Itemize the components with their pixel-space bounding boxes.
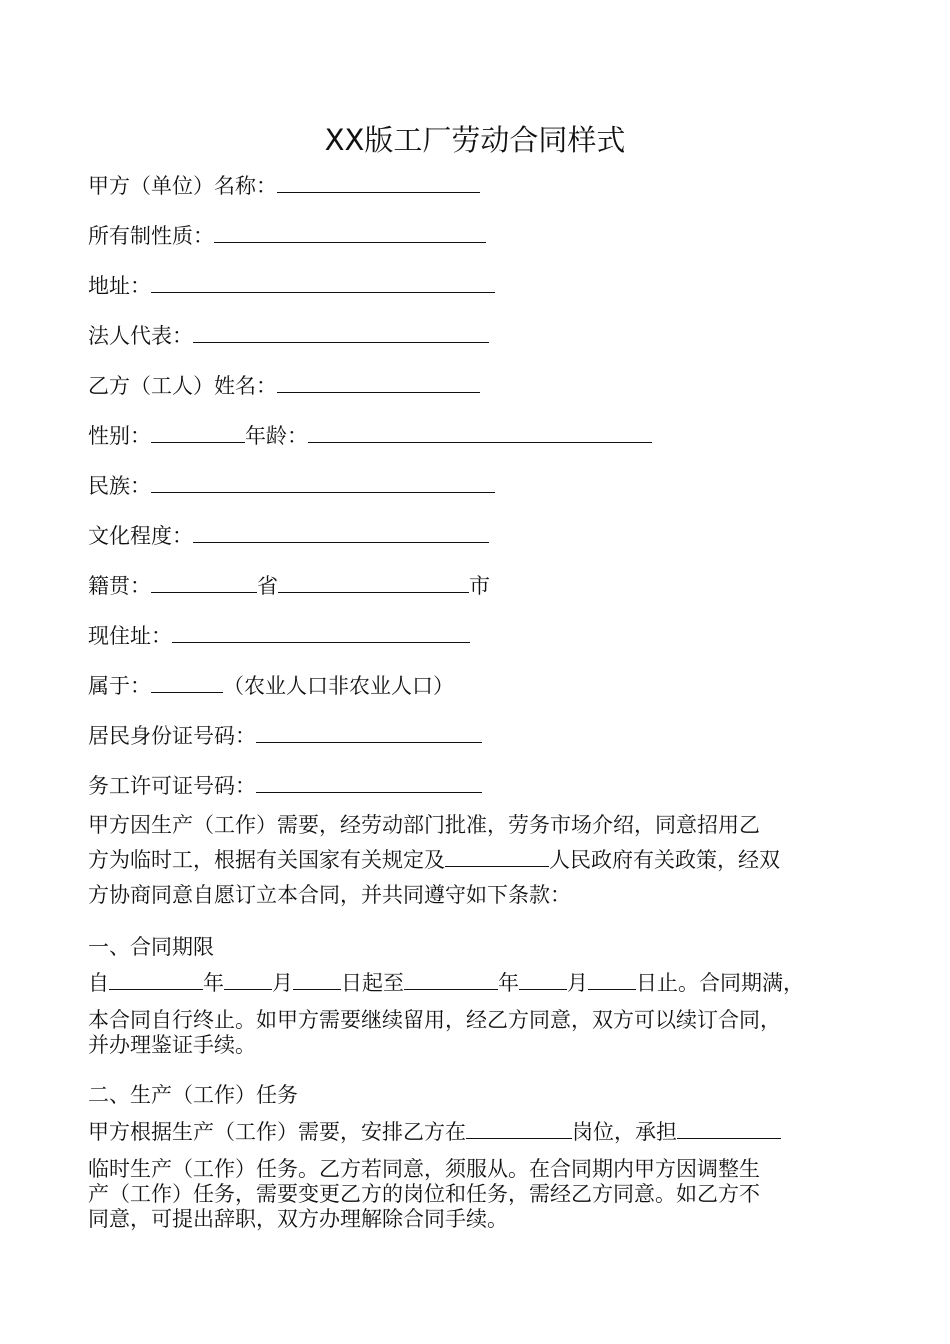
education-line	[88, 520, 489, 551]
section-2-heading: 二、生产（工作）任务	[88, 1083, 298, 1107]
ethnicity-blank[interactable]	[151, 470, 495, 493]
city-blank[interactable]	[278, 570, 469, 593]
term-paragraph	[88, 1008, 878, 1058]
task-line-4: 同意，可提出辞职，双方办理解除合同手续。	[88, 1207, 508, 1231]
task-line-2: 临时生产（工作）任务。乙方若同意，须服从。在合同期内甲方因调整生	[88, 1157, 760, 1181]
ethnicity-label: 民族：	[88, 474, 151, 498]
task-line-3: 产（工作）任务，需要变更乙方的岗位和任务，需经乙方同意。如乙方不	[88, 1182, 760, 1206]
task-line-1	[88, 1116, 781, 1147]
city-label: 市	[469, 574, 490, 598]
work-permit-label: 务工许可证号码：	[88, 774, 256, 798]
start-day-label: 日起至	[341, 971, 404, 995]
end-month-blank[interactable]	[519, 967, 567, 990]
party-a-name-line	[88, 170, 480, 201]
start-year-blank[interactable]	[109, 967, 203, 990]
work-permit-line	[88, 770, 482, 801]
gender-label: 性别：	[88, 424, 151, 448]
term-from: 自	[88, 971, 109, 995]
current-address-label: 现住址：	[88, 624, 172, 648]
gender-blank[interactable]	[151, 420, 245, 443]
education-label: 文化程度：	[88, 524, 193, 548]
party-a-name-label: 甲方（单位）名称：	[88, 174, 277, 198]
party-b-name-blank[interactable]	[277, 370, 480, 393]
current-address-blank[interactable]	[172, 620, 470, 643]
gender-age-line	[88, 420, 652, 451]
province-label: 省	[257, 574, 278, 598]
task-text-a: 甲方根据生产（工作）需要，安排乙方在	[88, 1120, 466, 1144]
native-place-label: 籍贯：	[88, 574, 151, 598]
belongs-line	[88, 670, 454, 701]
ownership-line	[88, 220, 486, 251]
legal-rep-label: 法人代表：	[88, 324, 193, 348]
ethnicity-line	[88, 470, 495, 501]
belongs-label: 属于：	[88, 674, 151, 698]
age-label: 年龄：	[245, 424, 308, 448]
belongs-blank[interactable]	[151, 670, 223, 693]
intro-paragraph	[88, 808, 878, 913]
start-year-label: 年	[203, 971, 224, 995]
ownership-blank[interactable]	[214, 220, 486, 243]
age-blank[interactable]	[308, 420, 652, 443]
term-dates-line	[88, 967, 804, 998]
intro-line-3: 方协商同意自愿订立本合同，并共同遵守如下条款：	[88, 883, 571, 907]
legal-rep-line	[88, 320, 489, 351]
address-label: 地址：	[88, 274, 151, 298]
end-day-blank[interactable]	[588, 967, 636, 990]
section-1-heading: 一、合同期限	[88, 935, 214, 959]
intro-line-2	[88, 843, 878, 878]
post-blank[interactable]	[466, 1116, 572, 1139]
end-year-blank[interactable]	[404, 967, 498, 990]
intro-line-1: 甲方因生产（工作）需要，经劳动部门批准，劳务市场介绍，同意招用乙	[88, 813, 760, 837]
legal-rep-blank[interactable]	[193, 320, 489, 343]
intro-text-a: 方为临时工，根据有关国家有关规定及	[88, 848, 445, 872]
belongs-options: （农业人口非农业人口）	[223, 674, 454, 698]
id-number-line	[88, 720, 482, 751]
address-line	[88, 270, 495, 301]
ownership-label: 所有制性质：	[88, 224, 214, 248]
party-a-name-blank[interactable]	[277, 170, 480, 193]
province-blank[interactable]	[151, 570, 257, 593]
intro-text-b: 人民政府有关政策，经双	[549, 848, 780, 872]
id-number-label: 居民身份证号码：	[88, 724, 256, 748]
task-text-b: 岗位，承担	[572, 1120, 677, 1144]
native-place-line	[88, 570, 490, 601]
party-b-name-label: 乙方（工人）姓名：	[88, 374, 277, 398]
id-number-blank[interactable]	[256, 720, 482, 743]
address-blank[interactable]	[151, 270, 495, 293]
party-b-name-line	[88, 370, 480, 401]
document-title: XX版工厂劳动合同样式	[324, 123, 626, 157]
term-line-3: 并办理鉴证手续。	[88, 1033, 256, 1057]
current-address-line	[88, 620, 470, 651]
end-month-label: 月	[567, 971, 588, 995]
task-paragraph	[88, 1157, 878, 1232]
end-year-label: 年	[498, 971, 519, 995]
task-blank[interactable]	[677, 1116, 781, 1139]
work-permit-blank[interactable]	[256, 770, 482, 793]
end-day-label: 日止。合同期满，	[636, 971, 804, 995]
government-blank[interactable]	[445, 844, 549, 867]
start-day-blank[interactable]	[293, 967, 341, 990]
start-month-label: 月	[272, 971, 293, 995]
term-line-2: 本合同自行终止。如甲方需要继续留用，经乙方同意，双方可以续订合同，	[88, 1008, 781, 1032]
start-month-blank[interactable]	[224, 967, 272, 990]
education-blank[interactable]	[193, 520, 489, 543]
